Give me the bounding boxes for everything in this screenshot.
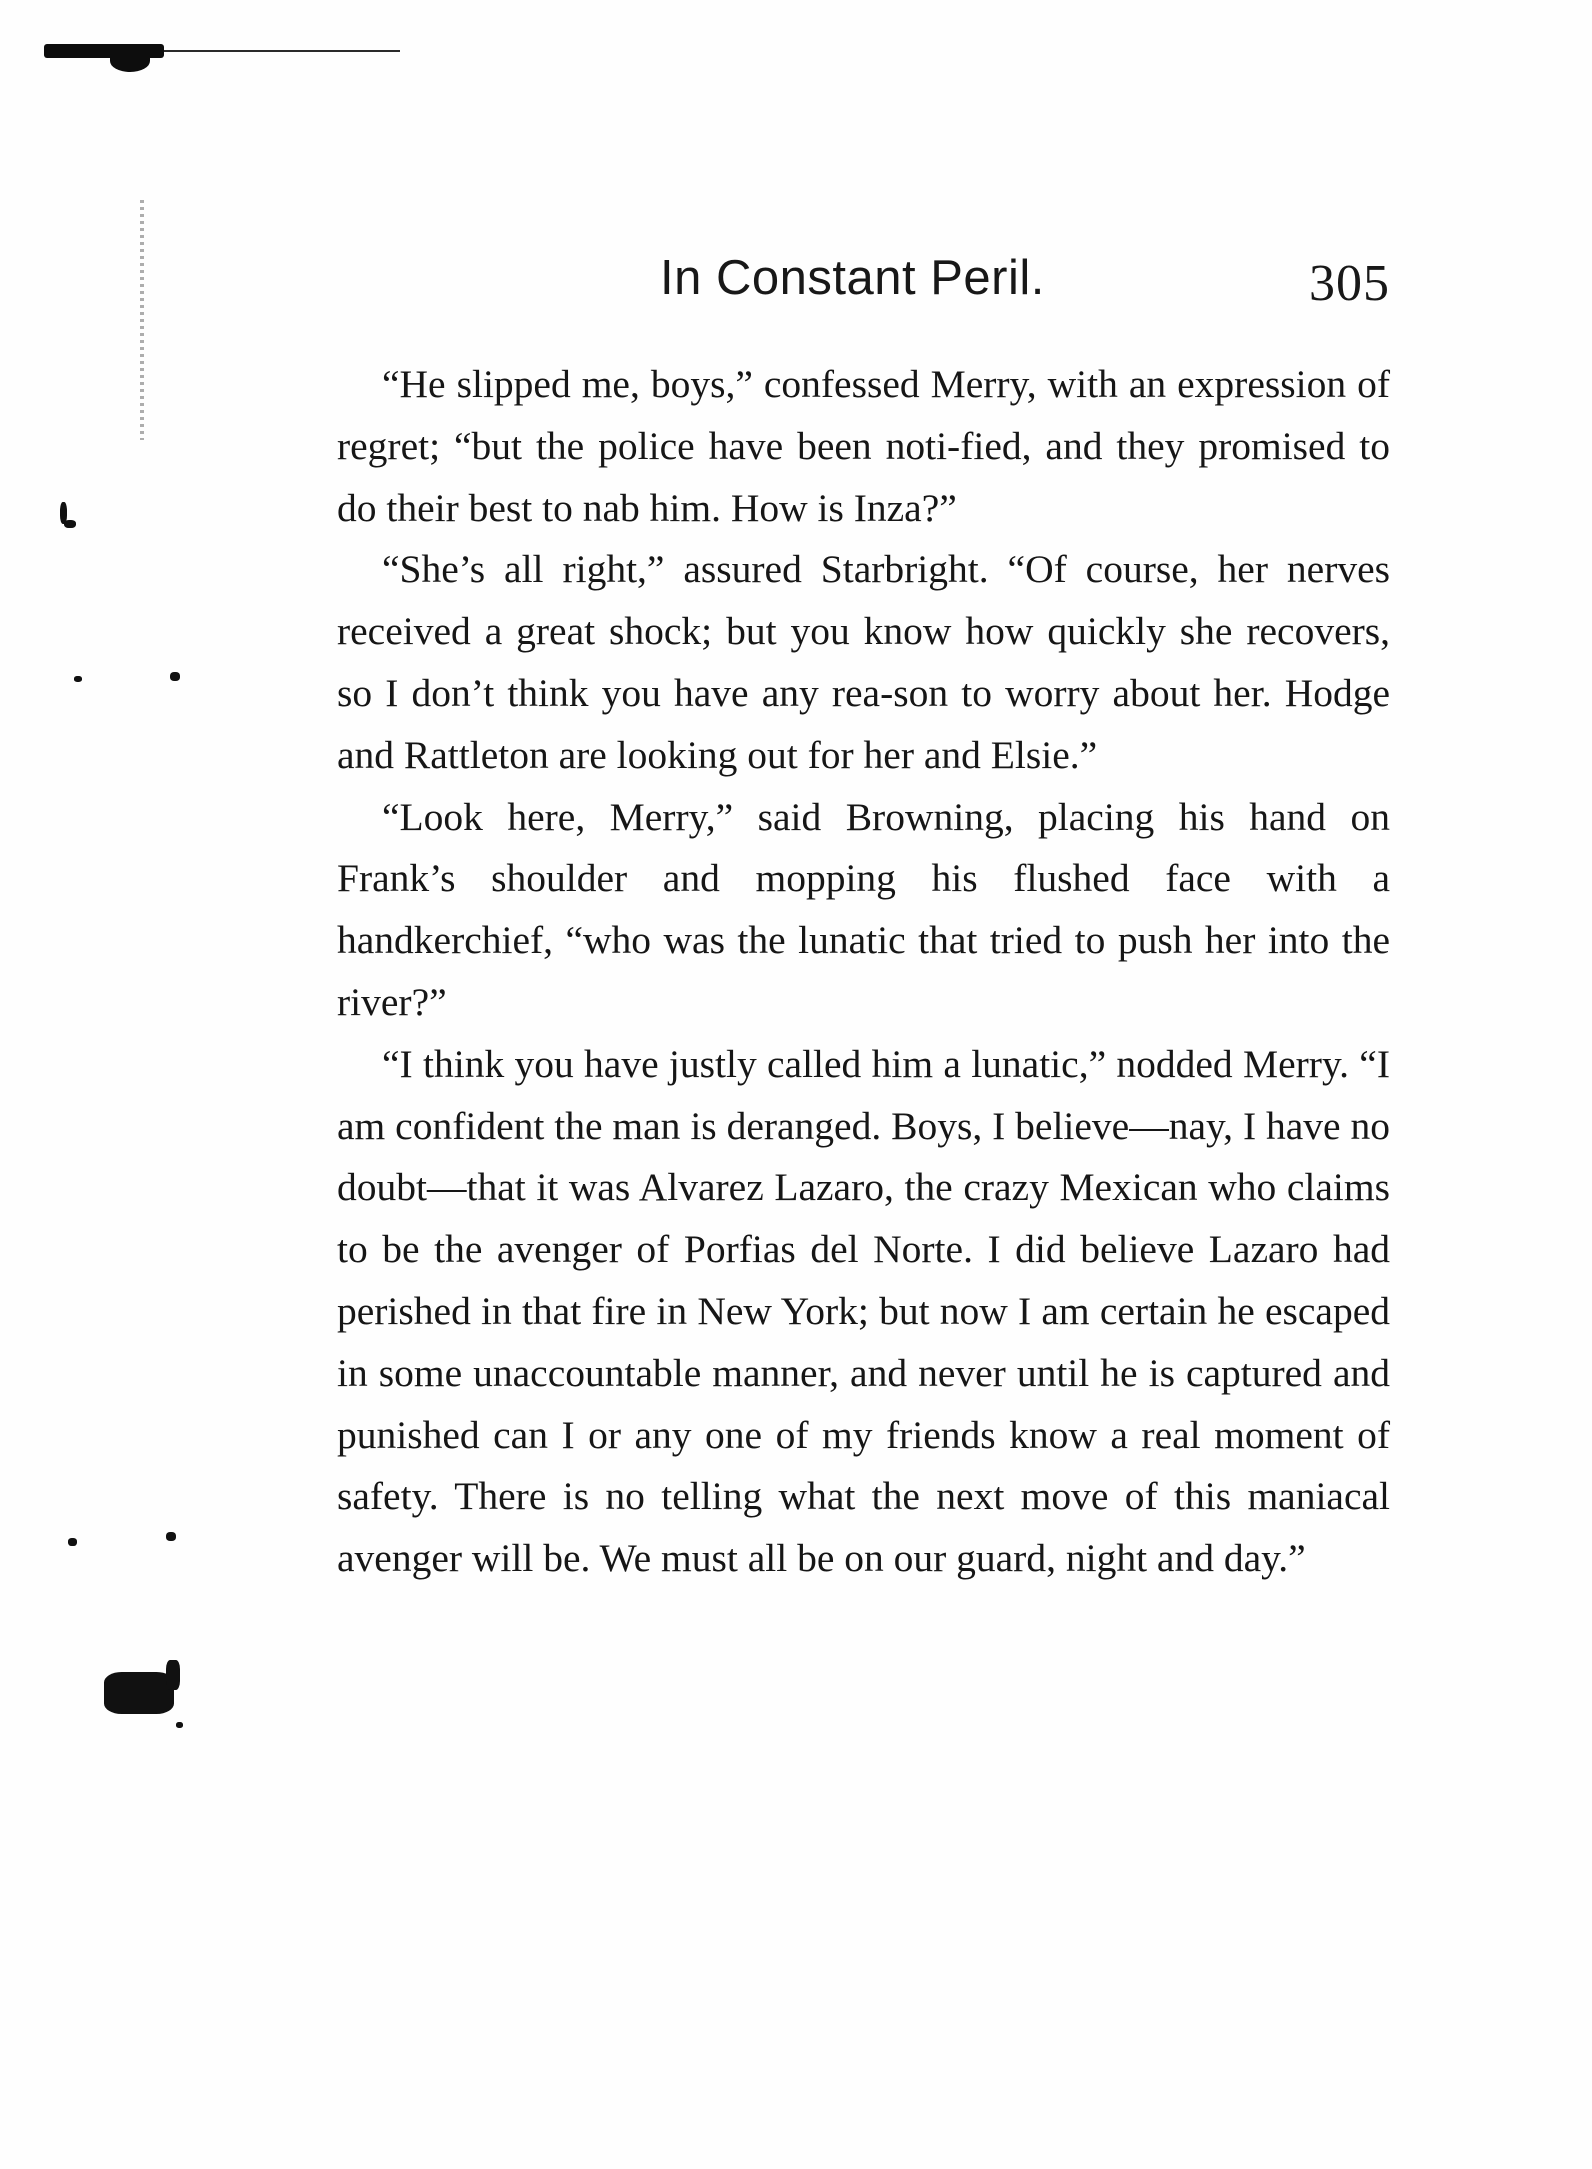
margin-speck xyxy=(74,676,82,682)
body-text xyxy=(337,354,1390,1590)
scan-edge-blot xyxy=(110,50,150,72)
margin-speck xyxy=(166,1660,180,1690)
margin-speck xyxy=(104,1672,174,1714)
paragraph: “She’s all right,” assured Starbright. “Of course, her nerves received a great shock; but you know how quickly she recovers, so I don’t think you have any rea-son to worry about her. Hodge and Rattleton are looking out for her and Elsie.” xyxy=(337,547,1390,777)
margin-speck xyxy=(166,1532,176,1541)
running-head xyxy=(340,250,1390,330)
margin-speck xyxy=(176,1722,183,1728)
margin-speck xyxy=(64,520,76,528)
page-number: 305 xyxy=(1309,255,1390,312)
running-title: In Constant Peril. xyxy=(660,251,1045,305)
margin-speck xyxy=(170,672,180,681)
paragraph: “He slipped me, boys,” confessed Merry, with an expression of regret; “but the police have been noti-fied, and they promised to do their best to nab him. How is Inza?” xyxy=(337,362,1390,530)
paragraph: “Look here, Merry,” said Browning, placing his hand on Frank’s shoulder and mopping his flushed face with a handkerchief, “who was the lunatic that tried to push her into the river?” xyxy=(337,794,1390,1024)
gutter-stain xyxy=(140,200,144,440)
margin-speck xyxy=(68,1538,77,1546)
paragraph: “I think you have justly called him a lunatic,” nodded Merry. “I am confident the man is deranged. Boys, I believe—nay, I have no doubt—that it was Alvarez Lazaro, the crazy Mexican who claims to be the avenger of Porfias del Norte. I did believe Lazaro had perished in that fire in New York; but now I am certain he escaped in some unaccountable manner, and never until he is captured and punished can I or any one of my friends know a real moment of safety. There is no telling what the next move of this maniacal avenger will be. We must all be on our guard, night and day.” xyxy=(337,1041,1390,1581)
